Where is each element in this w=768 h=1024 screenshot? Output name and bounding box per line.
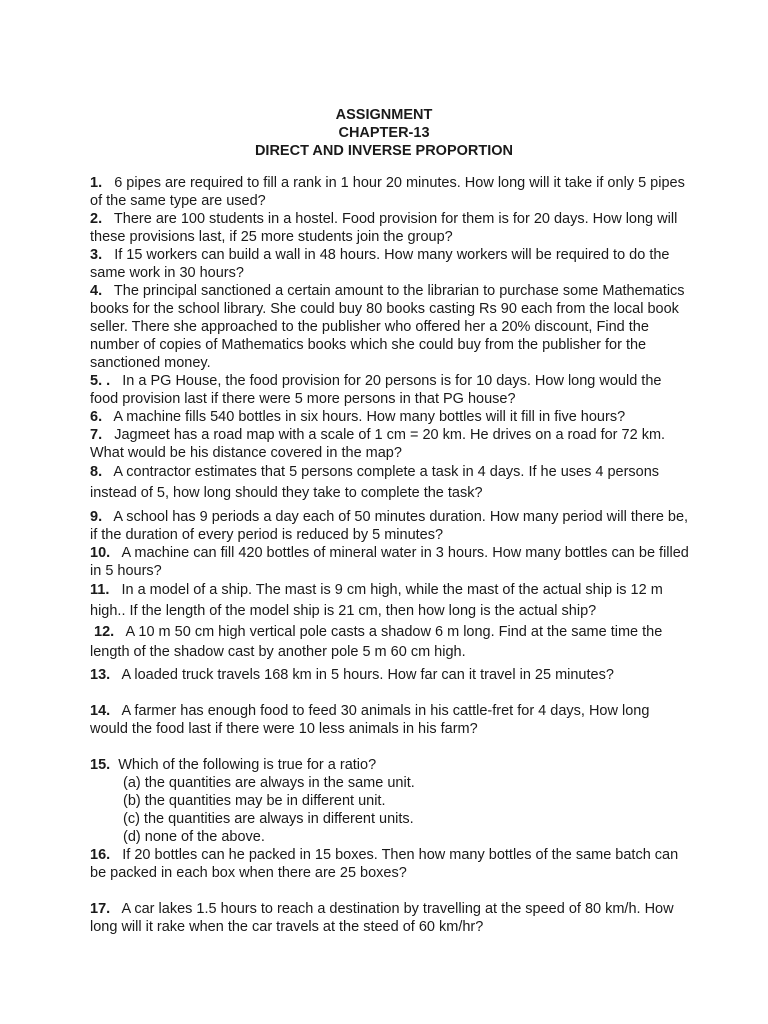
chapter-label: CHAPTER-13 [338,125,430,141]
option-d: (d) none of the above. [123,829,265,845]
option-a: (a) the quantities are always in the same unit. [123,775,415,791]
question-11: 11. In a model of a ship. The mast is 9 cm high, while the mast of the actual ship is 12 m high.. If the length of the model ship is 21 cm, then how long is the actual ship? [90,582,663,619]
question-8: 8. A contractor estimates that 5 persons complete a task in 4 days. If he uses 4 persons instead of 5, how long should they take to complete the task? [90,464,660,501]
option-b: (b) the quantities may be in different unit. [123,793,386,809]
question-3: 3. If 15 workers can build a wall in 48 hours. How many workers will be required to do the same work in 30 hours? [90,247,670,281]
question-16: 16. If 20 bottles can he packed in 15 boxes. Then how many bottles of the same batch can be packed in each box when there are 25 boxes? [90,847,679,881]
question-7: 7. Jagmeet has a road map with a scale of 1 cm = 20 km. He drives on a road for 72 km. What would be his distance covered in the map? [90,427,666,461]
question-12: 12. A 10 m 50 cm high vertical pole casts a shadow 6 m long. Find at the same time the length of the shadow cast by another pole 5 m 60 cm high. [90,624,663,660]
question-15: 15. Which of the following is true for a ratio? [90,757,377,773]
question-4: 4. The principal sanctioned a certain amount to the librarian to purchase some Mathematics books for the school library. She could buy 80 books casting Rs 90 each from the local book seller. There she approached to the publisher who offered her a 20% discount, Find the number of copies of Mathematics books which she could buy from the publisher for the sanctioned money. [90,283,685,371]
question-10: 10. A machine can fill 420 bottles of mineral water in 3 hours. How many bottles can be filled in 5 hours? [90,545,689,579]
chapter-title: DIRECT AND INVERSE PROPORTION [254,143,514,159]
question-14: 14. A farmer has enough food to feed 30 animals in his cattle-fret for 4 days, How long would the food last if there were 10 less animals in his farm? [90,703,650,737]
question-2: 2. There are 100 students in a hostel. Food provision for them is for 20 days. How long will these provisions last, if 25 more students join the group? [90,211,678,245]
assignment-header [0,106,768,160]
question-17: 17. A car lakes 1.5 hours to reach a destination by travelling at the speed of 80 km/h. How long will it rake when the car travels at the steed of 60 km/hr? [90,901,674,935]
assignment-title: ASSIGNMENT [335,107,433,123]
question-list [90,174,690,936]
question-13: 13. A loaded truck travels 168 km in 5 hours. How far can it travel in 25 minutes? [90,667,614,683]
question-6: 6. A machine fills 540 bottles in six hours. How many bottles will it fill in five hours? [90,409,626,425]
question-9: 9. A school has 9 periods a day each of 50 minutes duration. How many period will there be, if the duration of every period is reduced by 5 minutes? [90,509,689,543]
question-5: 5. . In a PG House, the food provision for 20 persons is for 10 days. How long would the food provision last if there were 5 more persons in that PG house? [90,373,662,407]
option-c: (c) the quantities are always in different units. [123,811,414,827]
question-1: 1. 6 pipes are required to fill a rank in 1 hour 20 minutes. How long will it take if only 5 pipes of the same type are used? [90,175,685,209]
